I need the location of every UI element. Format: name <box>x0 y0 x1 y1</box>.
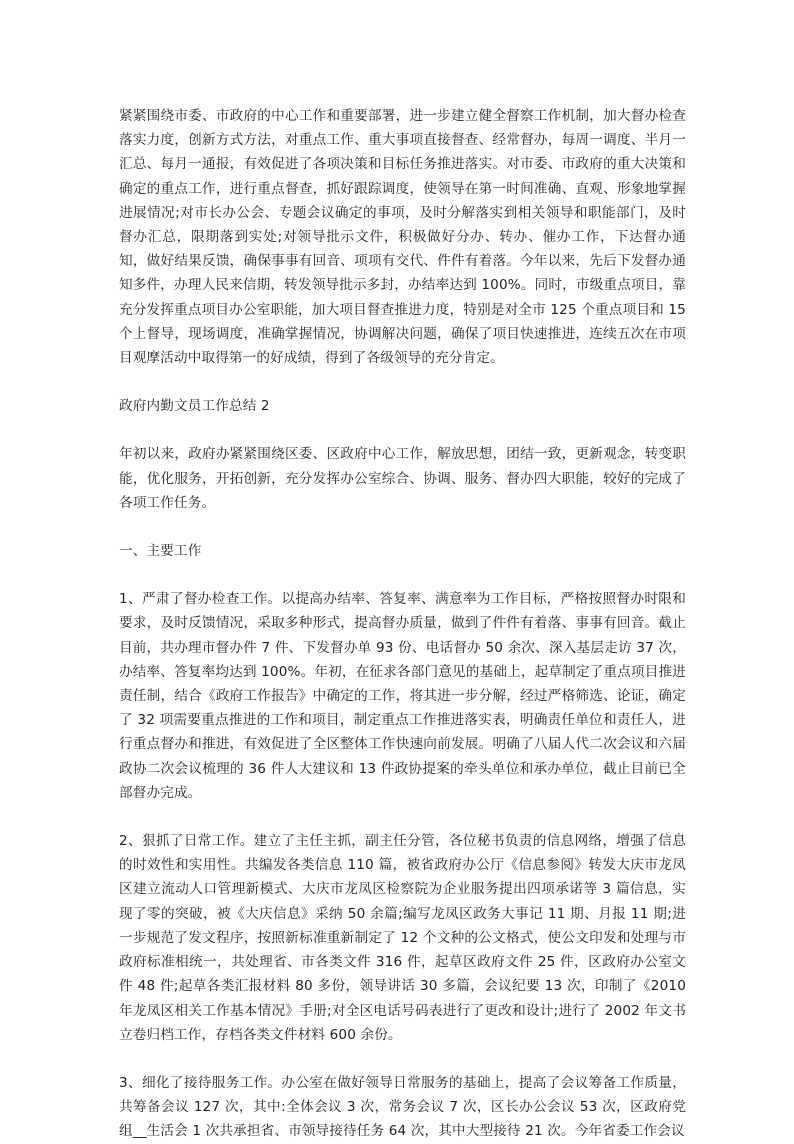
section-heading-main-work: 一、主要工作 <box>119 543 202 560</box>
paragraph-intro: 年初以来，政府办紧紧围绕区委、区政府中心工作，解放思想，团结一致，更新观念，转变职能，优化服务，开拓创新，充分发挥办公室综合、协调、服务、督办四大职能，较好的完成了各项工作任务。 <box>119 446 686 511</box>
paragraph-spacer <box>119 418 686 442</box>
paragraph-spacer <box>119 1047 686 1071</box>
paragraph-spacer <box>119 563 686 587</box>
paragraph-spacer <box>119 370 686 394</box>
paragraph-item-1: 1、严肃了督办检查工作。以提高办结率、答复率、满意率为工作目标，严格按照督办时限和要求，及时反馈情况，采取多种形式，提高督办质量，做到了件件有着落、事事有回音。截止目前，共办理市督办件 7 件、下发督办单 93 份、电话督办 50 余次、深入基层走访 37 次，办结率、答复率均达到 100%。年初，在征求各部门意见的基础上，起草制定了重点项目推进责任制，结合《政府工作报告》中确定的工作，将其进一步分解，经过严格筛选、论证，确定了 32 项需要重点推进的工作和项目，制定重点工作推进落实表，明确责任单位和责任人，进行重点督办和推进，有效促进了全区整体工作快速向前发展。明确了八届人代二次会议和六届政协二次会议梳理的 36 件人大建议和 13 件政协提案的牵头单位和承办单位，截止目前已全部督办完成。 <box>119 591 686 801</box>
paragraph-spacer <box>119 805 686 829</box>
document-subtitle: 政府内勤文员工作总结 2 <box>119 398 270 415</box>
paragraph-item-3: 3、细化了接待服务工作。办公室在做好领导日常服务的基础上，提高了会议筹备工作质量，共筹备会议 127 次，其中:全体会议 3 次，常务会议 7 次，区长办公会议 53 次，区政府党组__生活会 1 次共承担省、市领导接待任务 64 次，其中大型接待 21 次。今年省委工作会议 <box>119 1074 686 1140</box>
document-page <box>119 104 686 1144</box>
paragraph-supervision-summary: 紧紧围绕市委、市政府的中心工作和重要部署，进一步建立健全督察工作机制，加大督办检查落实力度，创新方式方法，对重点工作、重大事项直接督查、经常督办，每周一调度、半月一汇总、每月一通报，有效促进了各项决策和目标任务推进落实。对市委、市政府的重大决策和确定的重点工作，进行重点督查，抓好跟踪调度，使领导在第一时间准确、直观、形象地掌握进展情况;对市长办公会、专题会议确定的事项，及时分解落实到相关领导和职能部门，及时督办汇总，限期落到实处;对领导批示文件，积极做好分办、转办、催办工作，下达督办通知，做好结果反馈，确保事事有回音、项项有交代、件件有着落。今年以来，先后下发督办通知多件，办理人民来信期，转发领导批示多封，办结率达到 100%。同时，市级重点项目，靠充分发挥重点项目办公室职能，加大项目督查推进力度，特别是对全市 125 个重点项目和 15 个上督导，现场调度，准确掌握情况，协调解决问题，确保了项目快速推进，连续五次在市项目观摩活动中取得第一的好成绩，得到了各级领导的充分肯定。 <box>119 108 686 367</box>
paragraph-spacer <box>119 515 686 539</box>
paragraph-item-2: 2、狠抓了日常工作。建立了主任主抓，副主任分管，各位秘书负责的信息网络，增强了信息的时效性和实用性。共编发各类信息 110 篇，被省政府办公厅《信息参阅》转发大庆市龙凤区建立流动人口管理新模式、大庆市龙凤区检察院为企业服务提出四项承诺等 3 篇信息，实现了零的突破，被《大庆信息》采纳 50 余篇;编写龙凤区政务大事记 11 期、月报 11 期;进一步规范了发文程序，按照新标准重新制定了 12 个文种的公文格式，使公文印发和处理与市政府标准相统一，共处理省、市各类文件 316 件，起草区政府文件 25 件，区政府办公室文件 48 件;起草各类汇报材料 80 多份，领导讲话 30 多篇，会议纪要 13 次，印制了《2010 年龙凤区相关工作基本情况》手册;对全区电话号码表进行了更改和设计;进行了 2002 年文书立卷归档工作，存档各类文件材料 600 余份。 <box>119 833 686 1043</box>
